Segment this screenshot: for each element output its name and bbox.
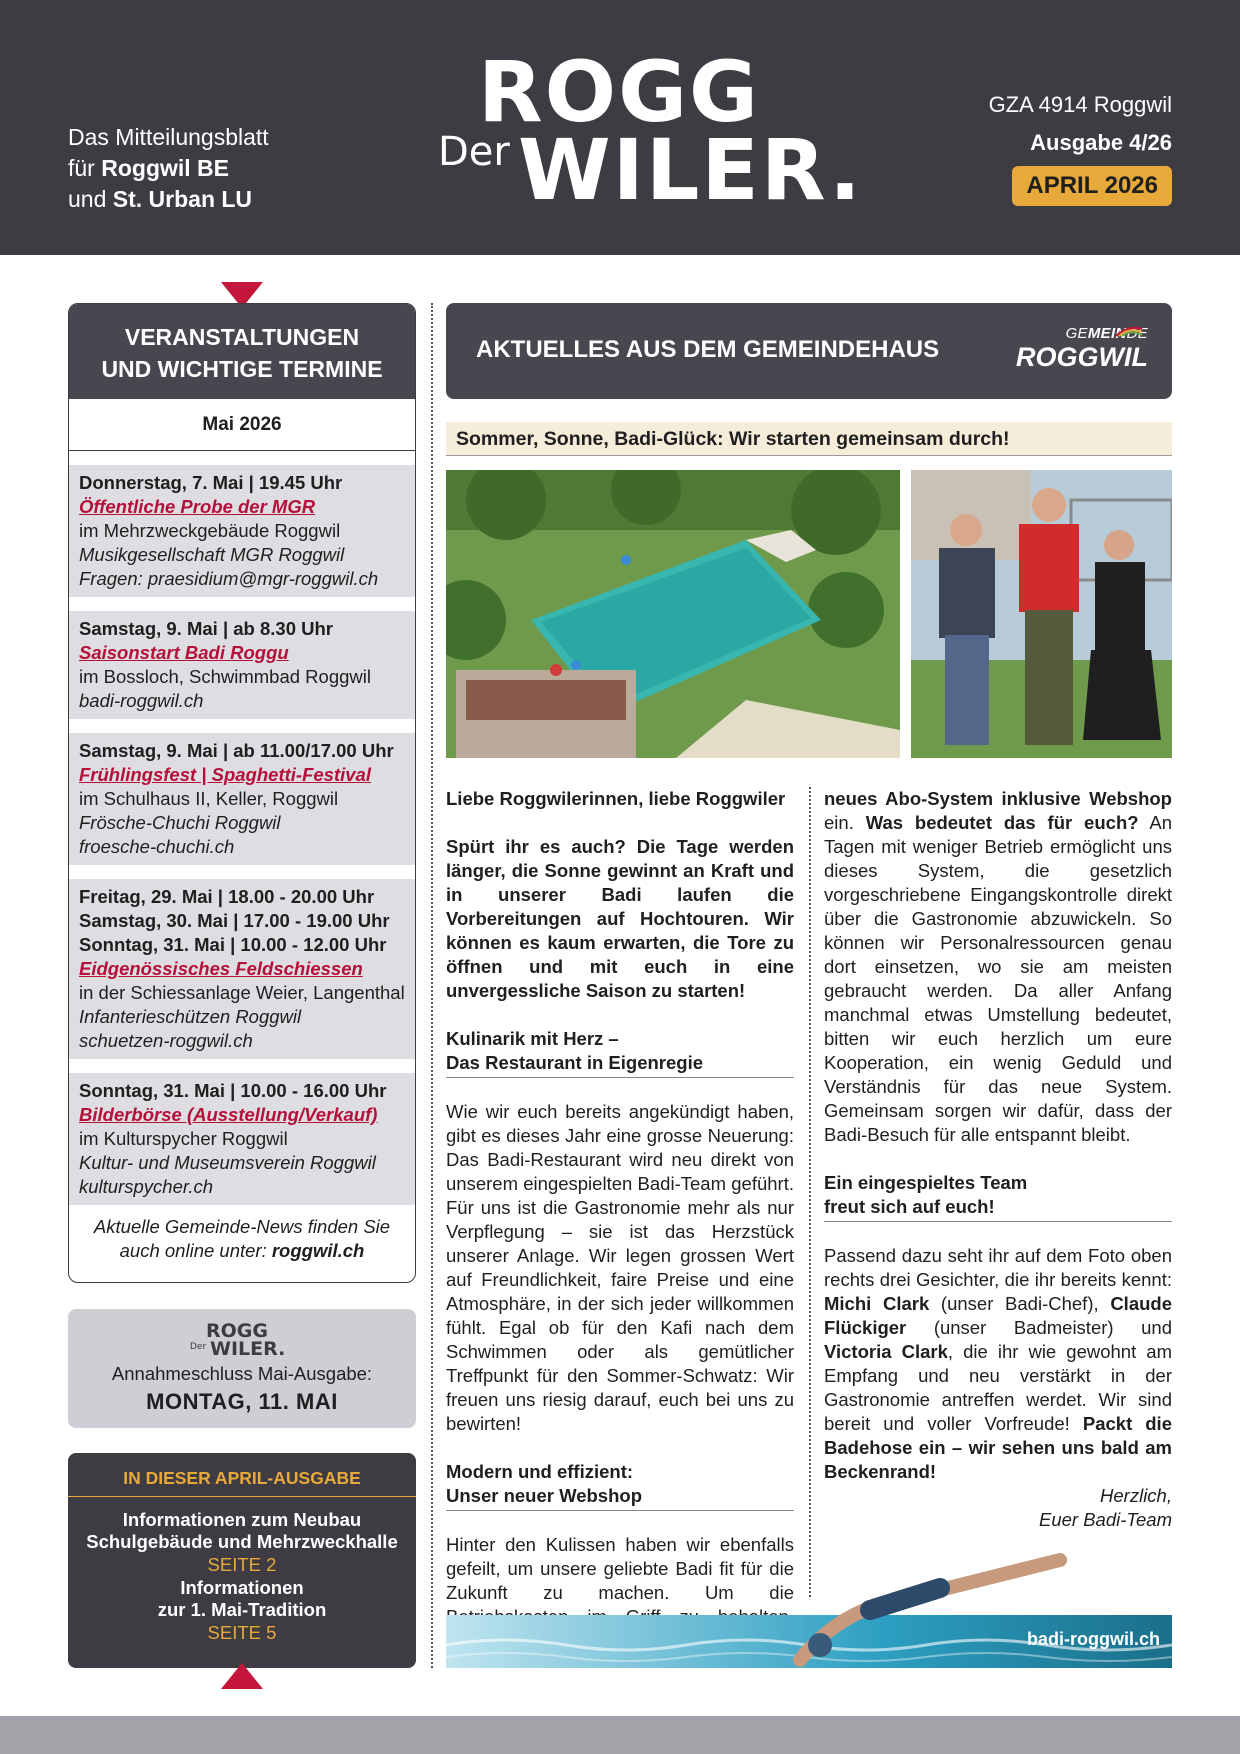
issue-info <box>989 90 1172 206</box>
website-link[interactable]: roggwil.ch <box>271 1240 365 1261</box>
article-headline: Sommer, Sonne, Badi-Glück: Wir starten gemeinsam durch! <box>446 422 1172 456</box>
triangle-up-icon <box>221 1663 263 1689</box>
badi-website-link[interactable]: badi-roggwil.ch <box>1027 1629 1160 1649</box>
masthead <box>0 0 1240 255</box>
event-item: Freitag, 29. Mai | 18.00 - 20.00 Uhr Samstag, 30. Mai | 17.00 - 19.00 Uhr Sonntag, 31. Mai | 10.00 - 12.00 Uhr Eidgenössisches Feldschiessen in der Schiessanlage Weier, Langenthal Infanterieschützen Roggwil schuetzen-roggwil.ch <box>69 879 415 1059</box>
news-section-title: AKTUELLES AUS DEM GEMEINDEHAUS <box>476 336 940 363</box>
article-paragraph: Wie wir euch bereits angekündigt haben, gibt es dieses Jahr eine grosse Neuerung: Das Badi-Restaurant wird neu direkt von unserem eingespielten Badi-Team geführt. Für uns ist die Gastronomie mehr als nur Verpflegung – sie ist das Herzstück unserer Anlage. Wir legen grossen Wert auf Freundlichkeit, faire Preise und eine Atmosphäre, in der sich jeder willkommen fühlt. Egal ob für den Kafi nach dem Schwimmen oder als gemütlicher Treffpunkt für den Sommer-Schwatz: Wir freuen uns riesig darauf, euch bei uns zu bewirten! <box>446 1101 794 1434</box>
event-title-link[interactable]: Saisonstart Badi Roggu <box>79 642 289 663</box>
gemeinde-roggwil-logo: GEMEINDE ROGGWIL <box>1016 325 1148 372</box>
subtitle-line: für Roggwil BE <box>68 155 230 181</box>
der-roggwiler-logo: ROGG Der WILER. <box>438 43 863 219</box>
issue-contents-heading: IN DIESER APRIL-AUSGABE <box>68 1453 416 1497</box>
events-box <box>68 303 416 1283</box>
events-title: VERANSTALTUNGEN UND WICHTIGE TERMINE <box>69 304 415 399</box>
article-subheading: Modern und effizient: Unser neuer Webshop <box>446 1460 794 1511</box>
deadline-label: Annahmeschluss Mai-Ausgabe: <box>111 1363 373 1384</box>
article-paragraph: neues Abo-System inklusive Webshop ein. Was bedeutet das für euch? An Tagen mit weniger Betrieb ermöglicht uns dieses System, die gesetzlich vorgeschriebene Eingangskontrolle direkt über die Gastronomie abzuwickeln. So können wir Personalressourcen genau dort einsetzen, wo sie am meisten gebraucht werden. Da aller Anfang manchmal etwas Umstellung bedeutet, bitten wir euch herzlich um eure Kooperation, ein wenig Geduld und Verständnis für das neue System. Gemeinsam sorgen wir dafür, dass der Badi-Besuch für alle entspannt bleibt. <box>824 788 1173 1145</box>
article-subheading: Kulinarik mit Herz – Das Restaurant in Eigenregie <box>446 1027 794 1078</box>
event-title-link[interactable]: Bilderbörse (Ausstellung/Verkauf) <box>79 1104 378 1125</box>
article-paragraph: Passend dazu seht ihr auf dem Foto oben rechts drei Gesichter, die ihr bereits kennt: Michi Clark (unser Badi-Chef), Claude Flückiger (unser Badmeister) und Victoria Clark, die ihr wie gewohnt am Empfang und neu verstärkt in der Gastronomie antreffen werdet. Wir sind bereit und voller Vorfreude! Packt die Badehose ein – wir sehen uns bald am Beckenrand! <box>824 1245 1172 1482</box>
event-title-link[interactable]: Frühlingsfest | Spaghetti-Festival <box>79 764 371 785</box>
issue-date-badge: APRIL 2026 <box>1012 166 1172 206</box>
pool-aerial-photo <box>446 470 900 758</box>
subtitle-line: Das Mitteilungsblatt <box>68 124 269 150</box>
event-item: Donnerstag, 7. Mai | 19.45 Uhr Öffentliche Probe der MGR im Mehrzweckgebäude Roggwil Musikgesellschaft MGR Roggwil Fragen: praesidium@mgr-roggwil.ch <box>69 465 415 597</box>
der-roggwiler-small-logo: ROGG Der WILER. <box>190 1320 286 1360</box>
article-column-2 <box>824 787 1172 1532</box>
event-title-link[interactable]: Öffentliche Probe der MGR <box>79 496 316 517</box>
signature: Herzlich, Euer Badi-Team <box>1039 1485 1172 1530</box>
swimmer-icon <box>780 1550 1080 1670</box>
article-subheading: Ein eingespieltes Team freut sich auf euch! <box>824 1171 1172 1222</box>
article-column-1 <box>446 787 794 1677</box>
news-section-header <box>446 303 1172 399</box>
article-greeting: Liebe Roggwilerinnen, liebe Roggwiler <box>446 788 786 809</box>
badi-team-photo <box>911 470 1172 758</box>
column-divider <box>809 787 811 1597</box>
subtitle-line: und St. Urban LU <box>68 186 253 212</box>
event-item: Samstag, 9. Mai | ab 11.00/17.00 Uhr Frühlingsfest | Spaghetti-Festival im Schulhaus II, Keller, Roggwil Frösche-Chuchi Roggwil froesche-chuchi.ch <box>69 733 415 865</box>
gza-line: GZA 4914 Roggwil <box>988 92 1172 117</box>
page-reference[interactable]: SEITE 5 <box>207 1622 277 1643</box>
event-item: Samstag, 9. Mai | ab 8.30 Uhr Saisonstart Badi Roggu im Bossloch, Schwimmbad Roggwil badi-roggwil.ch <box>69 611 415 719</box>
article-intro: Spürt ihr es auch? Die Tage werden länger, die Sonne gewinnt an Kraft und in unserer Badi laufen die Vorbereitungen auf Hochtouren. Wir können es kaum erwarten, die Tore zu öffnen und mit euch in eine unvergessliche Saison zu starten! <box>446 836 794 1001</box>
masthead-subtitle <box>68 122 269 215</box>
event-item: Sonntag, 31. Mai | 10.00 - 16.00 Uhr Bilderbörse (Ausstellung/Verkauf) im Kulturspycher Roggwil Kultur- und Museumsverein Roggwil kulturspycher.ch <box>69 1073 415 1205</box>
deadline-date: MONTAG, 11. MAI <box>146 1389 338 1414</box>
deadline-box <box>68 1309 416 1428</box>
page-footer-bar <box>0 1716 1240 1754</box>
column-divider <box>431 303 433 1668</box>
events-month: Mai 2026 <box>69 399 415 451</box>
article-paragraph: Hinter den Kulissen haben wir ebenfalls gefeilt, um unsere geliebte Badi fit für die Zukunft zu machen. Um die <box>446 1534 794 1603</box>
events-footer-note: Aktuelle Gemeinde-News finden Sie auch online unter: roggwil.ch <box>93 1216 391 1261</box>
issue-contents-box: IN DIESER APRIL-AUSGABE Informationen zum Neubau Schulgebäude und Mehrzweckhalle SEITE 2 Informationen zur 1. Mai-Tradition SEITE 5 <box>68 1453 416 1668</box>
page-reference[interactable]: SEITE 2 <box>207 1554 277 1575</box>
issue-number: Ausgabe 4/26 <box>1030 130 1172 155</box>
event-title-link[interactable]: Eidgenössisches Feldschiessen <box>79 958 363 979</box>
arc-icon <box>1114 325 1144 337</box>
